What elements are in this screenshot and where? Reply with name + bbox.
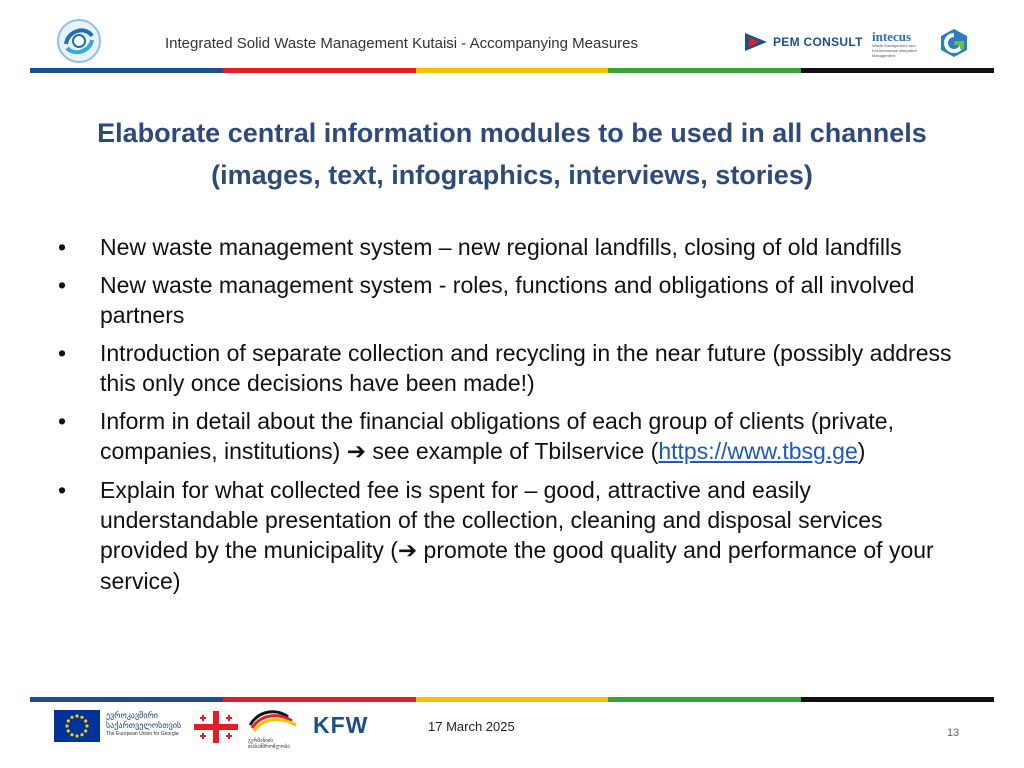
bullet-item bbox=[58, 270, 968, 330]
bullet-item bbox=[58, 406, 968, 467]
tbsg-link[interactable]: https://www.tbsg.ge bbox=[658, 438, 858, 464]
intecus-subtext: Waste Management and Environmental Integrated Management bbox=[872, 43, 917, 58]
pem-consult-logo bbox=[745, 30, 863, 54]
pem-consult-text: PEM CONSULT bbox=[773, 35, 863, 49]
header-color-bar bbox=[30, 68, 994, 73]
bullet-text-part: Inform in detail about the financial obligations of each group of clients (private, companies, institutions) bbox=[100, 408, 894, 464]
bullet-item bbox=[58, 475, 968, 596]
bullet-dot: • bbox=[58, 272, 67, 298]
bullet-text-part: see example of Tbilservice ( bbox=[366, 438, 659, 464]
header-title: Integrated Solid Waste Management Kutaisi - Accompanying Measures bbox=[165, 35, 639, 52]
bullet-dot: • bbox=[58, 408, 67, 434]
slide-date: 17 March 2025 bbox=[428, 719, 515, 734]
bullet-text-part: Explain for what collected fee is spent for – good, attractive and easily understandable presentation of the collection, cleaning and disposal services provided by the municipality ( bbox=[100, 477, 883, 563]
bullet-text-part: promote the good quality and performance of your service) bbox=[100, 537, 934, 594]
intecus-logo bbox=[872, 30, 928, 56]
header bbox=[0, 0, 1024, 74]
georgia-flag-icon bbox=[194, 711, 238, 743]
intecus-text: intecus bbox=[872, 29, 911, 44]
german-cooperation-logo bbox=[248, 707, 304, 750]
footer-color-bar bbox=[30, 697, 994, 702]
pem-consult-mark-icon bbox=[745, 31, 767, 53]
german-flag-swoosh-icon bbox=[248, 707, 304, 733]
bullet-dot: • bbox=[58, 340, 67, 366]
bullet-text-part: ) bbox=[857, 438, 866, 464]
bullet-item bbox=[58, 338, 968, 398]
eu-text-line2: საქართველოსთვის bbox=[106, 721, 182, 730]
arrow-right-icon: ➔ bbox=[346, 439, 367, 465]
bullet-dot: • bbox=[58, 477, 67, 503]
slide-title: Elaborate central information modules to be used in all channels (images, text, infographics, interviews, stories) bbox=[97, 118, 927, 190]
eu-text-line3: The European Union for Georgia bbox=[106, 731, 179, 737]
kfw-logo: KFW bbox=[313, 712, 369, 738]
bullet-item bbox=[58, 232, 968, 262]
circular-swirl-logo-icon bbox=[56, 18, 102, 64]
bullet-text: New waste management system - roles, functions and obligations of all involved partners bbox=[100, 272, 915, 328]
eu-for-georgia-text bbox=[106, 711, 188, 738]
bullet-list bbox=[58, 232, 968, 604]
eu-flag-icon bbox=[54, 710, 100, 742]
german-cooperation-text: გერმანიის თანამშრომლობა bbox=[248, 738, 290, 750]
green-g-logo-icon bbox=[938, 27, 970, 59]
bullet-text: New waste management system – new regional landfills, closing of old landfills bbox=[100, 234, 902, 260]
arrow-right-icon: ➔ bbox=[397, 538, 418, 564]
page-number: 13 bbox=[947, 727, 960, 739]
eu-text-line1: ევროკავშირი bbox=[106, 711, 158, 720]
bullet-text: Introduction of separate collection and recycling in the near future (possibly address this only once decisions have been made!) bbox=[100, 340, 952, 396]
bullet-dot: • bbox=[58, 234, 67, 260]
